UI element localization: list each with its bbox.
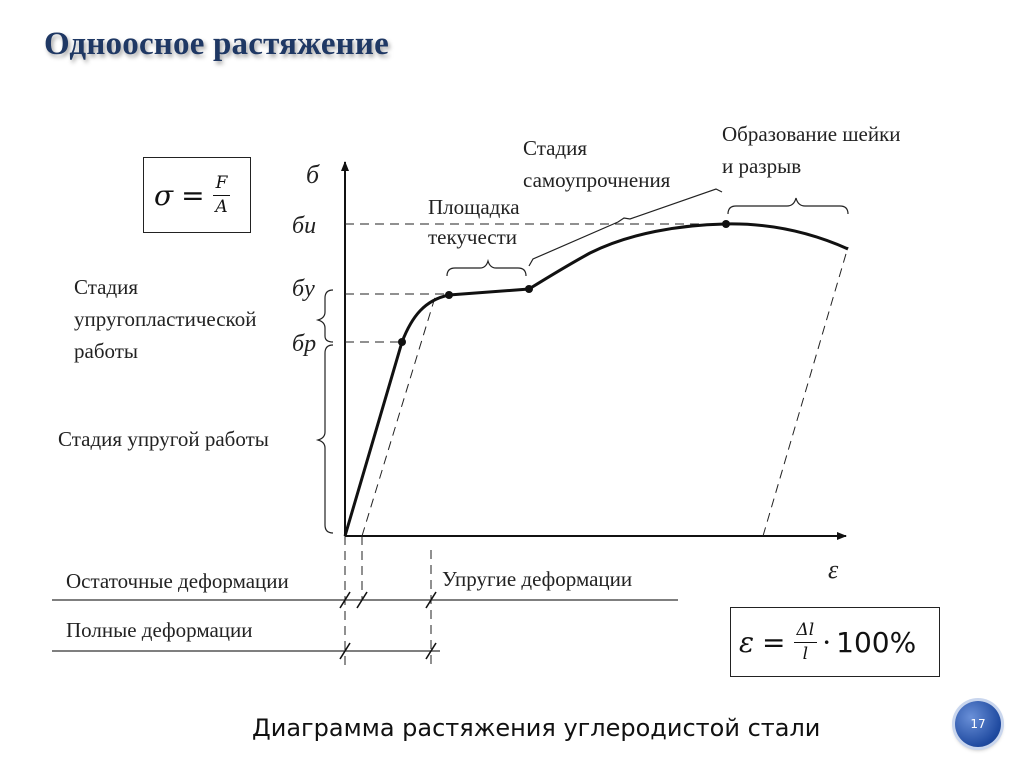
y-axis-label: б: [306, 160, 320, 189]
equals-sign: =: [181, 178, 205, 212]
elastoplastic-bracket: [318, 290, 333, 342]
guide-lines: [345, 224, 848, 665]
total-deformations-label: Полные деформации: [66, 618, 253, 642]
necking-bracket: [728, 198, 848, 214]
yield-plateau-bracket: [447, 261, 526, 276]
diagram-caption: Диаграмма растяжения углеродистой стали: [252, 714, 821, 742]
stress-strain-curve: [345, 224, 848, 536]
x-axis-label: ε: [828, 555, 839, 584]
ultimate-strength-label: бu: [292, 213, 317, 239]
epsilon-symbol: ε: [739, 625, 755, 659]
elastoplastic-stage-label: Стадия упругопластической работы: [74, 275, 257, 363]
residual-deformations-label: Остаточные деформации: [66, 569, 289, 593]
unloading-line-fracture: [763, 247, 848, 536]
fraction-denominator: l: [802, 643, 809, 664]
yield-plateau-label: Площадка текучести: [428, 195, 520, 249]
elastic-stage-label: Стадия упругой работы: [58, 427, 269, 451]
page-number: 17: [970, 717, 986, 731]
necking-label: Образование шейки и разрыв: [722, 122, 901, 178]
equals-sign: =: [762, 625, 786, 659]
hardening-start-point: [525, 285, 533, 293]
fraction-denominator: A: [215, 196, 228, 217]
fraction-numerator: F: [213, 174, 231, 196]
hardening-bracket: [529, 189, 722, 266]
yield-start-point: [445, 291, 453, 299]
yield-strength-label: бy: [292, 276, 315, 302]
fraction-numerator: Δl: [794, 621, 818, 643]
percent-factor: 100%: [836, 625, 917, 659]
unloading-line-yield: [362, 294, 436, 536]
sigma-symbol: σ: [154, 178, 174, 212]
dimension-ticks: [340, 592, 436, 659]
multiply-dot: ·: [822, 625, 832, 659]
slide-title: Одноосное растяжение: [44, 26, 389, 62]
proportional-limit-label: бp: [292, 331, 317, 357]
strain-hardening-label: Стадия самоупрочнения: [523, 136, 671, 192]
page-number-badge: [955, 701, 1001, 747]
proportional-limit-point: [398, 338, 406, 346]
elastic-bracket: [318, 345, 333, 533]
elastic-deformations-label: Упругие деформации: [442, 567, 633, 591]
ultimate-point: [722, 220, 730, 228]
